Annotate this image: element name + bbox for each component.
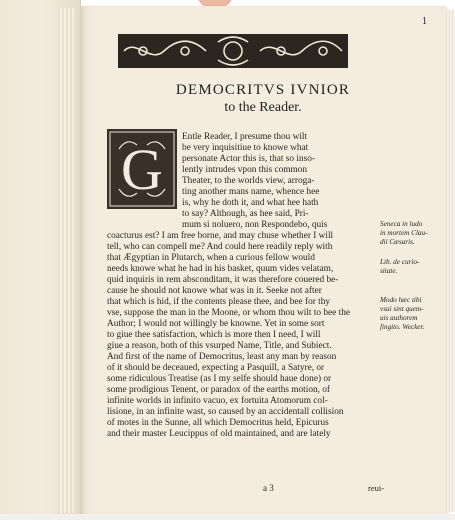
text-line: personate Actor this is, that so inso- [182,154,315,164]
svg-text:G: G [121,137,163,202]
text-line: quid inquiris in rem absconditam, it was therefore couered be- [107,275,339,285]
text-line: Author; I would not willingly be knowne. Yet in some sort [107,319,325,329]
text-line: infinite worlds in infinito vacuo, ex fortuita Atomorum col- [107,396,328,406]
text-line: needs knowe what he had in his basket, quum vides velatam, [107,264,334,274]
page-subtitle: to the Reader. [224,100,302,115]
text-line: and their master Leucippus of old maintained, and are lately [107,429,331,439]
margin-note: sitate. [380,267,398,275]
text-line: tell, who can compell me? And could here readily reply with [107,242,333,252]
text-line: vse, suppose the man in the Moone, or whom thou wilt to bee the [107,308,350,318]
margin-note: in mortem Clau- [380,229,428,237]
text-line: be very inquisitiue to knowe what [182,143,309,153]
background-strip [0,514,455,520]
folio-number: 1 [422,16,427,27]
text-line: of motes in the Sunne, all which Democritus held, Epicurus [107,418,329,428]
margin-note: uis authorem [380,314,418,322]
text-line: giue a reason, both of this vsurped Name, Title, and Subiect. [107,341,332,351]
margin-note: Lib. de curio- [380,258,420,266]
text-line: lisione, in an infinite wast, so caused by an accidentall collision [107,407,344,417]
text-line: mum si noluero, non Respondebo, quis [182,220,328,230]
text-line: coacturus est? I am free borne, and may chuse whether I will [107,231,334,241]
margin-note: Modo hæc tibi [380,296,422,304]
page-title: DEMOCRITVS IVNIOR [175,82,351,98]
margin-note: Seneca in ludo [380,220,423,228]
text-line: ting another mans name, whence hee [182,187,320,197]
text-line: Entle Reader, I presume thou wilt [182,132,308,142]
text-line: is, why he doth it, and what hee hath [182,198,319,208]
signature-mark: a 3 [263,483,274,493]
text-line: that which is hid, if the contents please thee, and bee for thy [107,297,331,307]
margin-note: dii Cæsaris. [380,238,415,246]
text-line: of it should be deceaued, expecting a Pasquill, a Satyre, or [107,363,325,373]
text-line: cause he should not knowe what was in it. Seeke not after [107,286,322,296]
page-stack-edge [446,10,455,512]
text-line: And first of the name of Democritus, least any man by reason [107,352,337,362]
text-line: Theater, to the worlds view, arroga- [182,176,315,186]
text-line: to giue thee satisfaction, which is more then I need, I will [107,330,321,340]
margin-note: vsui sint quem- [380,305,424,313]
margin-note: fingito. Wecker. [380,323,425,331]
text-line: some ridiculous Treatise (as I my selfe should haue done) or [107,374,332,384]
catchword: reui- [368,483,385,493]
text-line: that Ægyptian in Plutarch, when a curious fellow would [107,253,315,263]
book-page [80,6,446,514]
text-line: some prodigious Tenent, or paradox of the earths motion, of [107,385,331,395]
text-line: lently intrudes vpon this common [182,165,307,175]
text-line: to say? Although, as hee said, Pri- [182,209,309,219]
previous-pages-edge [0,0,81,520]
